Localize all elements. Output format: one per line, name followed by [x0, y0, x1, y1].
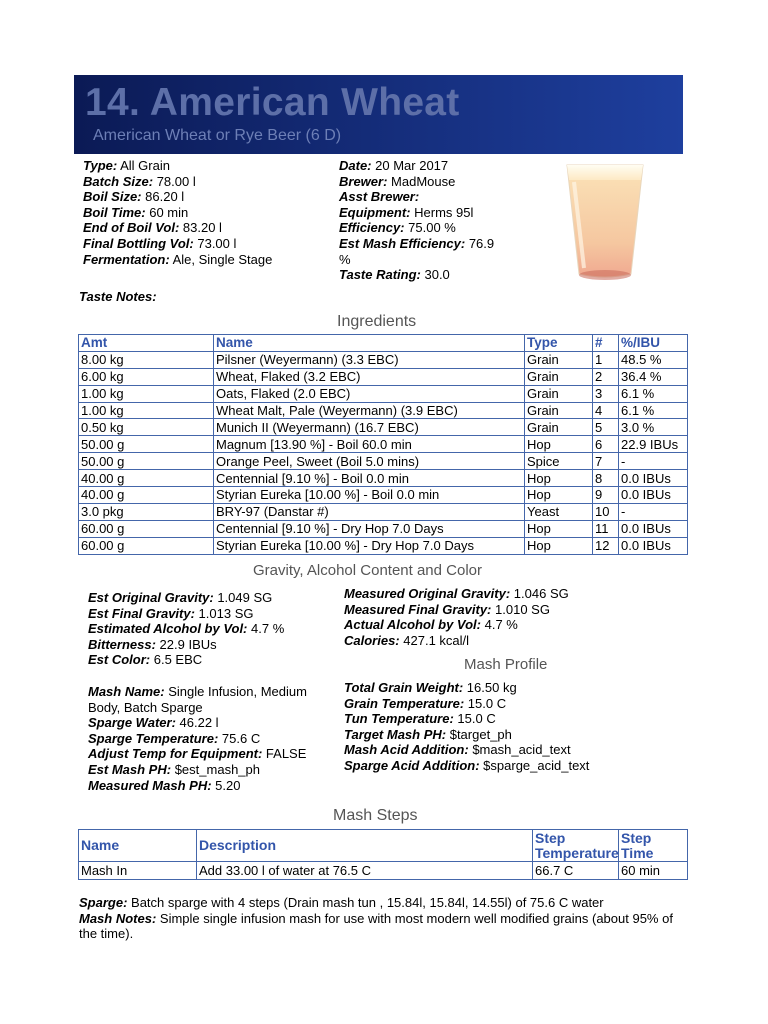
est-mash-ph: Est Mash PH: $est_mash_ph [88, 761, 260, 777]
info-boil-time: Boil Time: 60 min [83, 204, 189, 220]
est-alcohol: Estimated Alcohol by Vol: 4.7 % [88, 621, 285, 637]
table-row: 50.00 g Magnum [13.90 %] - Boil 60.0 min Hop 6 22.9 IBUs [79, 436, 688, 453]
info-asst-brewer: Asst Brewer: [339, 189, 420, 205]
mash-steps-title: Mash Steps [333, 807, 418, 824]
calories: Calories: 427.1 kcal/l [344, 632, 470, 648]
recipe-style: American Wheat or Rye Beer (6 D) [93, 127, 342, 144]
mash-profile-title: Mash Profile [464, 656, 548, 673]
total-grain-weight: Total Grain Weight: 16.50 kg [344, 680, 517, 695]
info-bottling-vol: Final Bottling Vol: 73.00 l [83, 235, 237, 251]
info-equipment: Equipment: Herms 95l [339, 204, 474, 220]
beer-glass-icon [560, 160, 650, 290]
table-row: 40.00 g Styrian Eureka [10.00 %] - Boil 0.0 min Hop 9 0.0 IBUs [79, 487, 688, 504]
est-final-gravity: Est Final Gravity: 1.013 SG [88, 605, 254, 621]
info-efficiency: Efficiency: 75.00 % [339, 220, 456, 236]
recipe-title: 14. American Wheat [85, 81, 460, 124]
measured-final-gravity: Measured Final Gravity: 1.010 SG [344, 601, 550, 617]
column-header-type: Type [525, 335, 593, 352]
info-end-of-boil: End of Boil Vol: 83.20 l [83, 220, 222, 236]
sparge-acid-addition: Sparge Acid Addition: $sparge_acid_text [344, 757, 590, 773]
info-brewer: Brewer: MadMouse [339, 173, 456, 189]
column-header-percent-ibu: %/IBU [619, 335, 688, 352]
mash-profile-left [88, 684, 324, 793]
sparge-description: Sparge: Batch sparge with 4 steps (Drain mash tun , 15.84l, 15.84l, 14.55l) of 75.6 C water [79, 895, 604, 910]
column-header-description: Description [197, 830, 533, 862]
ingredients-title: Ingredients [337, 313, 417, 330]
column-header-amt: Amt [79, 335, 214, 352]
info-date: Date: 20 Mar 2017 [339, 158, 449, 173]
sparge-water: Sparge Water: 46.22 l [88, 715, 219, 731]
ingredients-header-row [79, 335, 688, 352]
info-boil-size: Boil Size: 86.20 l [83, 189, 185, 205]
est-color: Est Color: 6.5 EBC [88, 652, 203, 668]
sparge-temperature: Sparge Temperature: 75.6 C [88, 730, 261, 746]
mash-acid-addition: Mash Acid Addition: $mash_acid_text [344, 742, 571, 758]
table-row: 60.00 g Styrian Eureka [10.00 %] - Dry Hop 7.0 Days Hop 12 0.0 IBUs [79, 537, 688, 554]
column-header-number: # [593, 335, 619, 352]
est-original-gravity: Est Original Gravity: 1.049 SG [88, 590, 273, 605]
taste-notes: Taste Notes: [79, 289, 157, 304]
bitterness: Bitterness: 22.9 IBUs [88, 636, 217, 652]
table-row: 3.0 pkg BRY-97 (Danstar #) Yeast 10 - [79, 503, 688, 520]
mash-steps-table [78, 829, 688, 880]
gravity-right [344, 586, 644, 648]
grain-temperature: Grain Temperature: 15.0 C [344, 695, 507, 711]
column-header-name: Name [214, 335, 525, 352]
info-mash-efficiency: Est Mash Efficiency: 76.9 % [339, 235, 495, 267]
table-row: 6.00 kg Wheat, Flaked (3.2 EBC) Grain 2 36.4 % [79, 368, 688, 385]
table-row: 60.00 g Centennial [9.10 %] - Dry Hop 7.0 Days Hop 11 0.0 IBUs [79, 520, 688, 537]
recipe-header [74, 75, 683, 154]
gravity-left [88, 590, 328, 668]
column-header-step-time: Step Time [619, 830, 688, 862]
table-row: 50.00 g Orange Peel, Sweet (Boil 5.0 mins) Spice 7 - [79, 453, 688, 470]
table-row: 1.00 kg Wheat Malt, Pale (Weyermann) (3.9 EBC) Grain 4 6.1 % [79, 402, 688, 419]
mash-profile-right [344, 680, 664, 774]
gravity-title: Gravity, Alcohol Content and Color [253, 562, 483, 579]
info-left [83, 158, 333, 267]
info-batch-size: Batch Size: 78.00 l [83, 173, 196, 189]
mash-name: Mash Name: Single Infusion, Medium Body, Batch Sparge [88, 684, 307, 715]
sparge-notes [79, 895, 679, 942]
mash-notes: Mash Notes: Simple single infusion mash for use with most modern well modified grains (about 95% of the time). [79, 910, 673, 942]
info-fermentation: Fermentation: Ale, Single Stage [83, 251, 273, 267]
tun-temperature: Tun Temperature: 15.0 C [344, 711, 496, 727]
table-row: 8.00 kg Pilsner (Weyermann) (3.3 EBC) Grain 1 48.5 % [79, 351, 688, 368]
measured-mash-ph: Measured Mash PH: 5.20 [88, 777, 241, 793]
ingredients-table [78, 334, 688, 555]
info-type: Type: All Grain [83, 158, 170, 173]
table-row: 40.00 g Centennial [9.10 %] - Boil 0.0 min Hop 8 0.0 IBUs [79, 470, 688, 487]
measured-original-gravity: Measured Original Gravity: 1.046 SG [344, 586, 569, 601]
column-header-step-name: Name [79, 830, 197, 862]
target-mash-ph: Target Mash PH: $target_ph [344, 726, 512, 742]
mash-steps-header-row [79, 830, 688, 862]
table-row: 1.00 kg Oats, Flaked (2.0 EBC) Grain 3 6.1 % [79, 385, 688, 402]
table-row: 0.50 kg Munich II (Weyermann) (16.7 EBC) Grain 5 3.0 % [79, 419, 688, 436]
adjust-temp: Adjust Temp for Equipment: FALSE [88, 746, 307, 762]
info-taste-rating: Taste Rating: 30.0 [339, 267, 450, 283]
actual-alcohol: Actual Alcohol by Vol: 4.7 % [344, 617, 518, 633]
info-right [339, 158, 504, 283]
column-header-step-temperature: Step Temperature [533, 830, 619, 862]
table-row: Mash In Add 33.00 l of water at 76.5 C 66.7 C 60 min [79, 862, 688, 880]
